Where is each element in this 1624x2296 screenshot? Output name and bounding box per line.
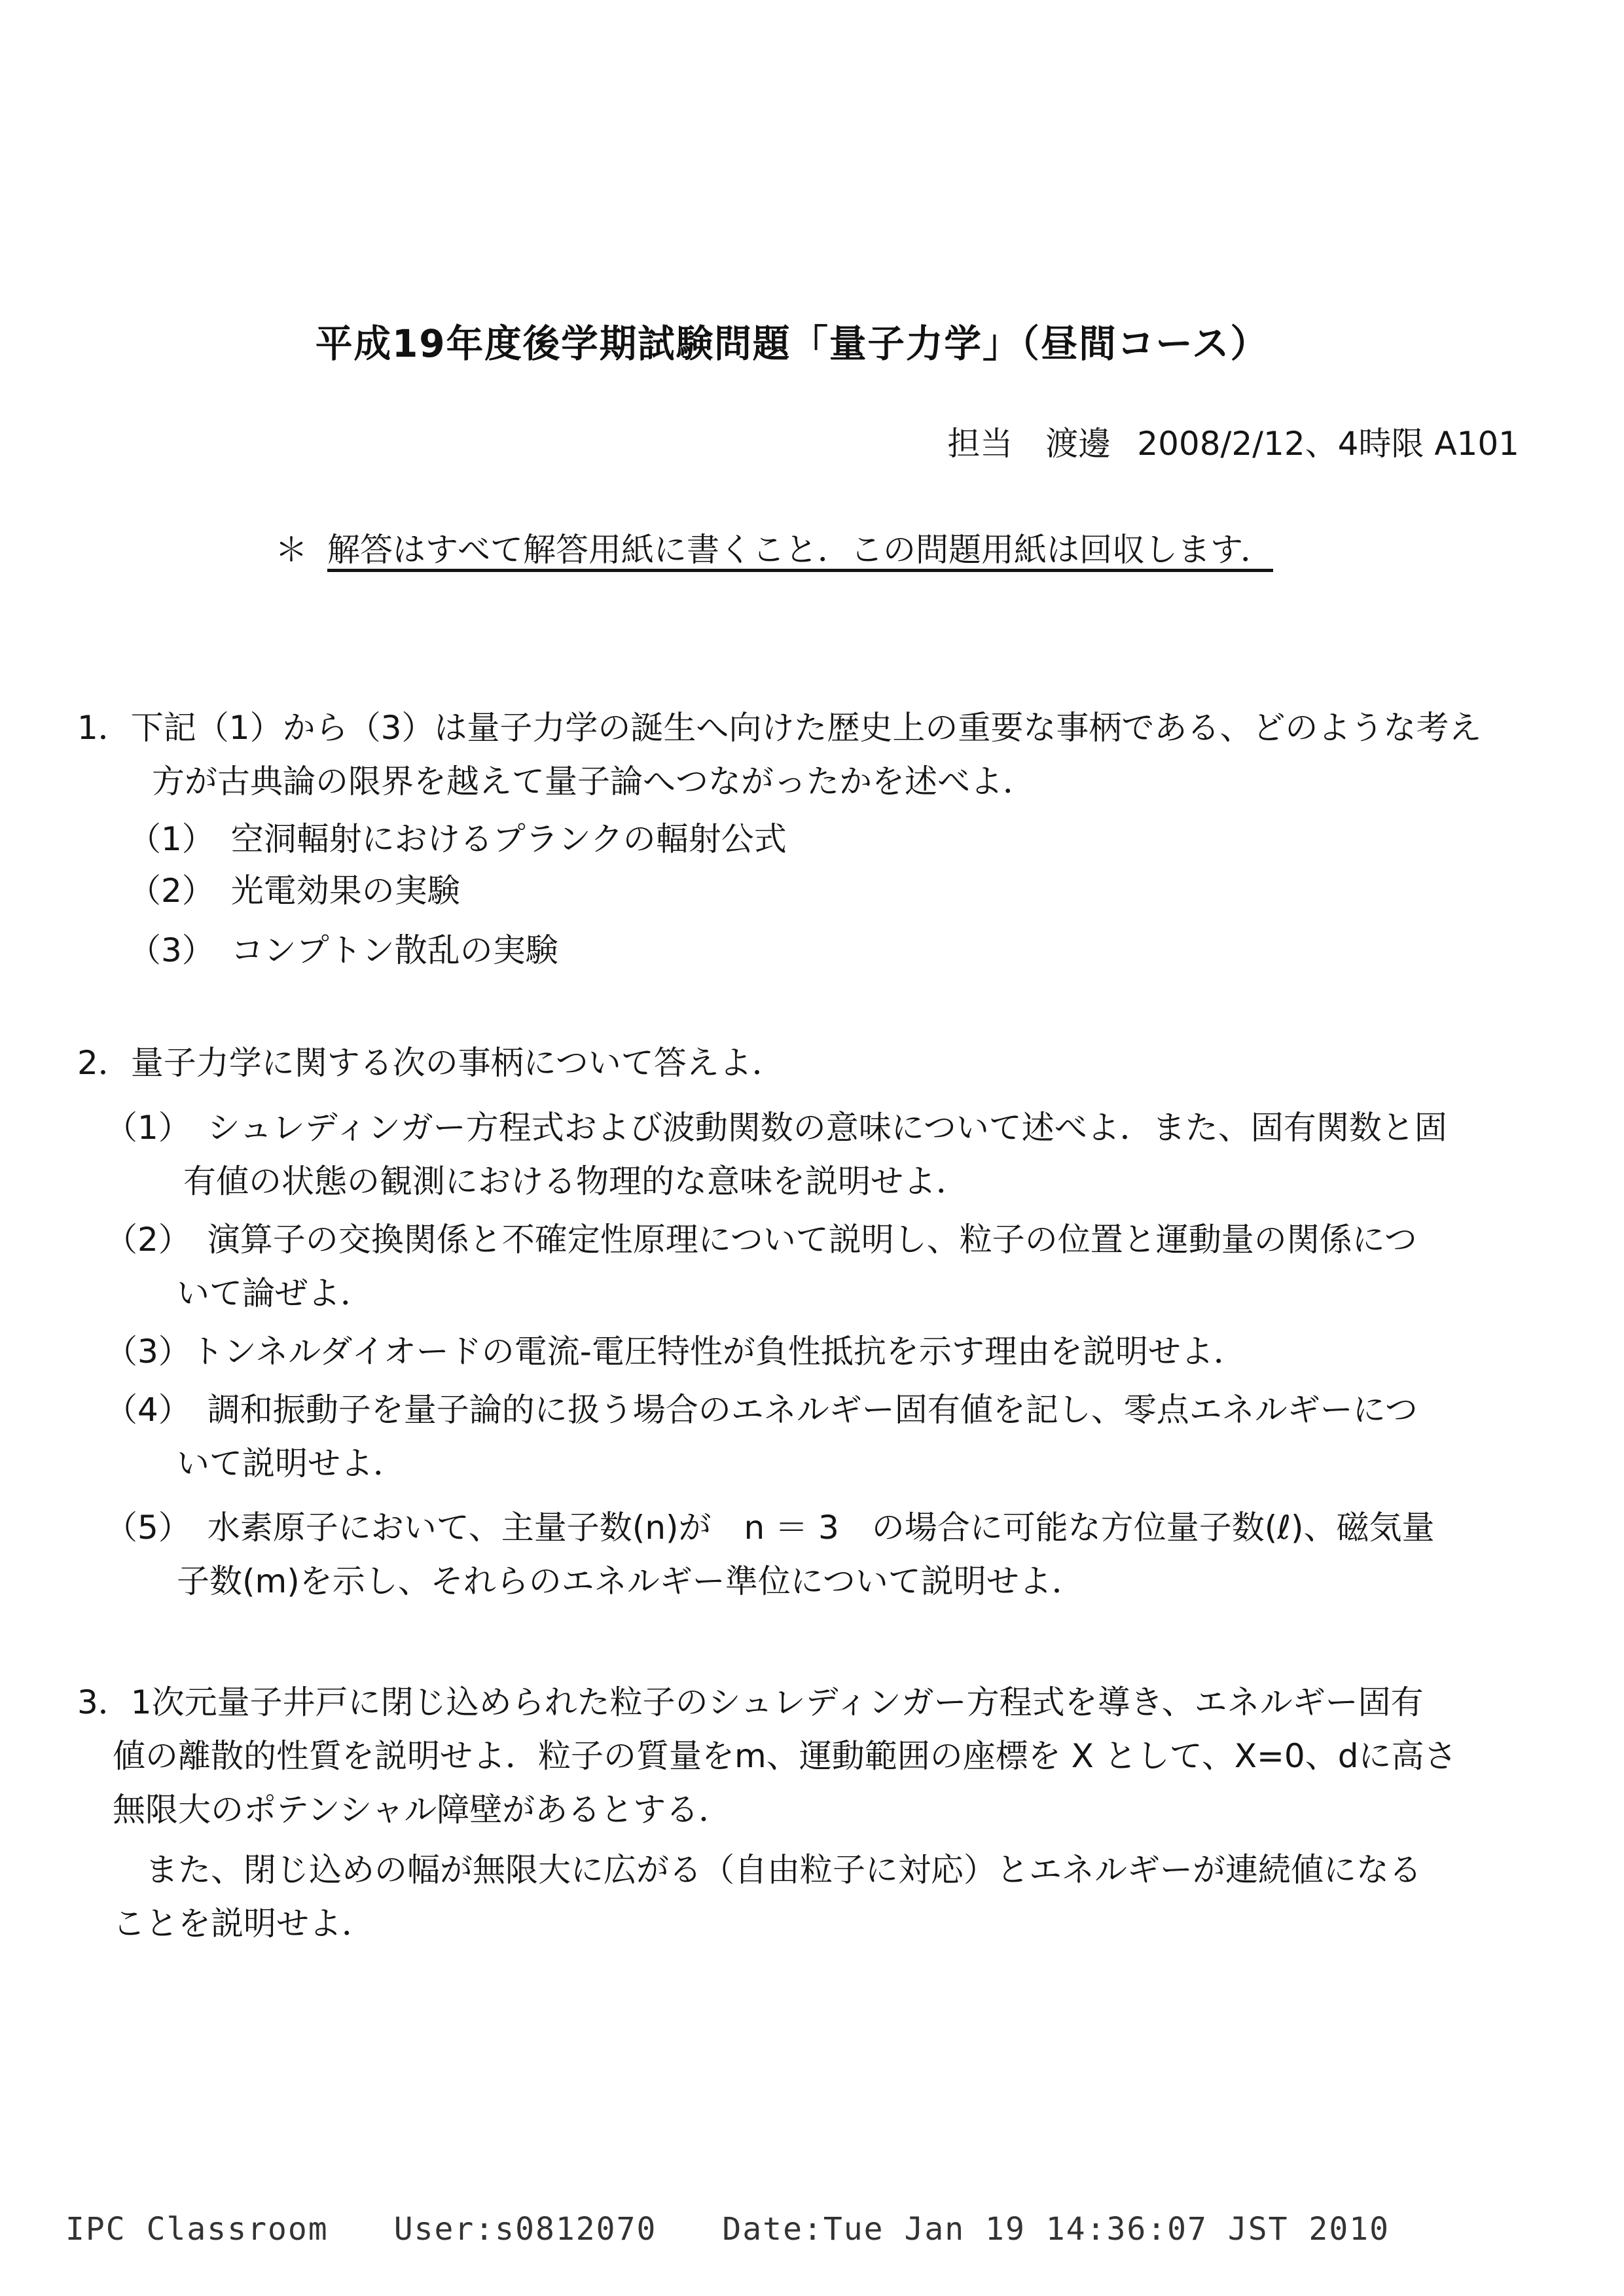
- q2-item-1-line-2: 有値の状態の観測における物理的な意味を説明せよ．: [183, 1162, 969, 1200]
- collection-notice: [275, 524, 1273, 571]
- q1-item-2: （2） 光電効果の実験: [128, 872, 460, 910]
- q2-item-2-line-1: （2） 演算子の交換関係と不確定性原理について説明し、粒子の位置と運動量の関係につ: [105, 1221, 1417, 1259]
- exam-date-period: 2008/2/12、4時限 A101: [1137, 425, 1519, 463]
- q1-line-1: 1．下記（1）から（3）は量子力学の誕生へ向けた歴史上の重要な事柄である、どのような考え: [77, 709, 1482, 747]
- q3-line-4: また、閉じ込めの幅が無限大に広がる（自由粒子に対応）とエネルギーが連続値になる: [145, 1851, 1422, 1889]
- notice-text: 解答はすべて解答用紙に書くこと．この問題用紙は回収します．: [327, 531, 1273, 569]
- q1-line-2: 方が古典論の限界を越えて量子論へつながったかを述べよ．: [152, 762, 1036, 800]
- examiner-line: [947, 418, 1519, 465]
- q1-item-1: （1） 空洞輻射におけるプランクの輻射公式: [128, 820, 787, 858]
- q2-line-1: 2．量子力学に関する次の事柄について答えよ．: [77, 1044, 785, 1082]
- q3-line-2: 値の離散的性質を説明せよ．粒子の質量をm、運動範囲の座標を X として、X=0、dに高さ: [113, 1737, 1457, 1775]
- asterisk-mark: ＊: [275, 531, 308, 569]
- footer-classroom: IPC Classroom: [65, 2211, 329, 2248]
- q2-item-4-line-1: （4） 調和振動子を量子論的に扱う場合のエネルギー固有値を記し、零点エネルギーにつ: [105, 1391, 1418, 1429]
- q2-item-1-line-1: （1） シュレディンガー方程式および波動関数の意味について述べよ．また、固有関数と固: [105, 1109, 1447, 1147]
- q3-line-1: 3．1次元量子井戸に閉じ込められた粒子のシュレディンガー方程式を導き、エネルギー固有: [77, 1683, 1424, 1721]
- q2-item-2-line-2: いて論ぜよ．: [177, 1274, 373, 1312]
- footer-user: User:s0812070: [393, 2211, 657, 2248]
- q2-item-3: （3）トンネルダイオードの電流-電圧特性が負性抵抗を示す理由を説明せよ．: [105, 1333, 1246, 1371]
- q3-line-5: ことを説明せよ．: [113, 1905, 374, 1943]
- print-footer: [65, 2211, 1390, 2248]
- footer-date: Date:Tue Jan 19 14:36:07 JST 2010: [722, 2211, 1390, 2248]
- q1-item-3: （3） コンプトン散乱の実験: [128, 931, 558, 969]
- q2-item-5-line-2: 子数(m)を示し、それらのエネルギー準位について説明せよ．: [177, 1562, 1085, 1600]
- q2-item-5-line-1: （5） 水素原子において、主量子数(n)が n ＝ 3 の場合に可能な方位量子数(ℓ)、磁気量: [105, 1509, 1435, 1547]
- q2-item-4-line-2: いて説明せよ．: [177, 1444, 406, 1482]
- examiner-name: 担当 渡邊: [947, 425, 1111, 463]
- exam-title: 平成19年度後学期試験問題「量子力学」（昼間コース）: [315, 321, 1269, 366]
- q3-line-3: 無限大のポテンシャル障壁があるとする．: [113, 1791, 732, 1829]
